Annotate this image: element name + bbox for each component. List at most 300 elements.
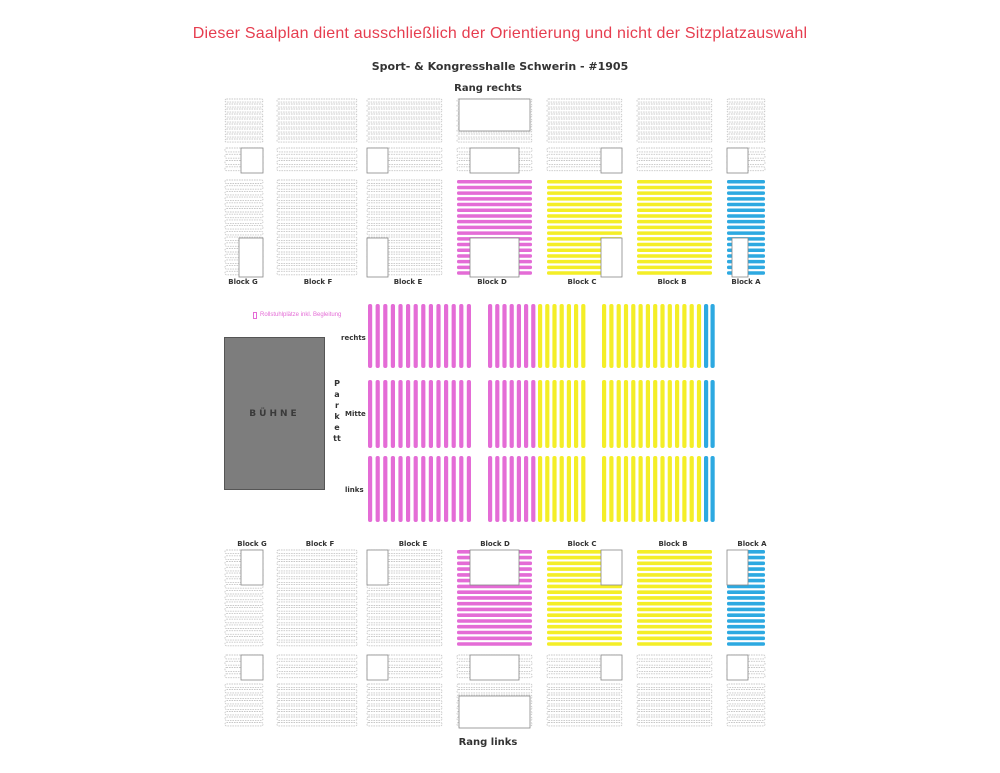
seat-column xyxy=(697,456,701,522)
seat-column xyxy=(639,304,643,368)
seat-column xyxy=(459,380,463,448)
block-a-top-box xyxy=(727,148,748,173)
seat-row xyxy=(277,220,357,224)
seat-column xyxy=(697,304,701,368)
seat-row xyxy=(727,191,765,195)
seat-row xyxy=(727,684,765,687)
block-a-bottom-lower-rows xyxy=(727,684,765,726)
seat-column xyxy=(421,456,425,522)
block-c-bottom-box xyxy=(601,550,622,585)
seat-row xyxy=(225,631,263,635)
seat-row xyxy=(277,596,357,600)
seat-row xyxy=(277,167,357,171)
rang-bottom-aisle-box xyxy=(459,696,530,728)
seat-row xyxy=(547,701,622,704)
seat-row xyxy=(637,550,712,554)
seat-row xyxy=(547,631,622,635)
seat-row xyxy=(727,608,765,612)
seat-column xyxy=(452,380,456,448)
seat-column xyxy=(639,380,643,448)
seat-row xyxy=(277,260,357,264)
seat-row xyxy=(367,191,442,195)
seat-column xyxy=(675,304,679,368)
seat-row xyxy=(727,109,765,112)
seat-row xyxy=(637,619,712,623)
seat-row xyxy=(637,209,712,213)
seat-row xyxy=(277,668,357,672)
seat-row xyxy=(225,590,263,594)
seat-column xyxy=(414,380,418,448)
seat-row xyxy=(547,180,622,184)
seat-column xyxy=(697,380,701,448)
seat-row xyxy=(547,695,622,698)
block-e-top-lower-box xyxy=(367,238,388,277)
parkett-mitte-left-columns xyxy=(368,380,471,448)
seat-row xyxy=(367,637,442,641)
seat-row xyxy=(637,706,712,709)
seat-row xyxy=(277,99,357,102)
plan-title: Sport- & Kongresshalle Schwerin - #1905 xyxy=(371,60,629,73)
seat-column xyxy=(653,456,657,522)
seat-column xyxy=(660,304,664,368)
seat-column xyxy=(495,456,499,522)
block-a-bottom-mid-box xyxy=(727,655,748,680)
seat-row xyxy=(367,139,442,142)
seat-row xyxy=(637,191,712,195)
seat-column xyxy=(459,304,463,368)
seat-row xyxy=(457,226,532,230)
seat-row xyxy=(367,104,442,107)
seat-row xyxy=(637,148,712,152)
block-f-bottom-upper-rows xyxy=(277,550,357,646)
seat-column xyxy=(524,304,528,368)
block-g-top-upper-rows xyxy=(225,99,263,142)
seat-row xyxy=(277,134,357,137)
parkett-rechts-center-yellow-columns xyxy=(538,304,585,368)
block-f-top-middle-rows xyxy=(277,148,357,171)
seat-row xyxy=(457,590,532,594)
seat-column xyxy=(609,380,613,448)
seat-row xyxy=(727,104,765,107)
block-e-top-box xyxy=(367,148,388,173)
seat-row xyxy=(637,124,712,127)
seat-row xyxy=(367,706,442,709)
seat-column xyxy=(398,380,402,448)
seat-row xyxy=(547,191,622,195)
seat-row xyxy=(727,637,765,641)
seat-row xyxy=(727,712,765,715)
seat-column xyxy=(444,456,448,522)
block-a-top-upper-rows xyxy=(727,99,765,142)
seat-row xyxy=(637,203,712,207)
seat-column xyxy=(517,456,521,522)
seat-column xyxy=(444,380,448,448)
parkett-mitte-right-blue-columns xyxy=(704,380,715,448)
seat-row xyxy=(277,114,357,117)
seat-row xyxy=(547,109,622,112)
parkett-label: Parkett xyxy=(333,379,341,443)
seat-column xyxy=(631,304,635,368)
seat-column xyxy=(368,456,372,522)
seat-column xyxy=(452,304,456,368)
seat-column xyxy=(488,304,492,368)
seat-column xyxy=(646,304,650,368)
seat-row xyxy=(277,203,357,207)
seat-row xyxy=(637,642,712,646)
seat-row xyxy=(457,231,532,235)
seat-row xyxy=(727,642,765,646)
seat-column xyxy=(552,456,556,522)
block-f-top-upper-rows xyxy=(277,99,357,142)
seat-column xyxy=(467,304,471,368)
seat-row xyxy=(727,717,765,720)
block-g-top-box xyxy=(241,148,263,173)
seat-column xyxy=(690,304,694,368)
parkett-row-links: links xyxy=(345,486,364,494)
seat-row xyxy=(277,712,357,715)
seat-row xyxy=(547,706,622,709)
seat-column xyxy=(646,380,650,448)
block-b-top-middle-rows xyxy=(637,148,712,171)
seat-column xyxy=(675,380,679,448)
seat-column xyxy=(414,304,418,368)
seat-row xyxy=(637,668,712,672)
block-a-top-label: Block A xyxy=(731,278,761,286)
block-a-top-lower-box xyxy=(732,238,748,277)
seat-row xyxy=(367,124,442,127)
seat-column xyxy=(711,380,715,448)
seat-row xyxy=(727,114,765,117)
seat-row xyxy=(637,585,712,589)
parkett-links-left-columns xyxy=(368,456,471,522)
seat-row xyxy=(727,226,765,230)
seat-column xyxy=(538,380,542,448)
block-b-bottom-label: Block B xyxy=(658,540,688,548)
seat-column xyxy=(560,456,564,522)
seat-row xyxy=(727,590,765,594)
seat-row xyxy=(637,231,712,235)
block-d-bottom-box xyxy=(470,550,519,585)
seat-row xyxy=(277,197,357,201)
seat-column xyxy=(653,304,657,368)
block-a-bottom-box xyxy=(727,550,748,585)
seat-row xyxy=(225,191,263,195)
seat-row xyxy=(457,602,532,606)
seat-row xyxy=(727,220,765,224)
seat-row xyxy=(637,596,712,600)
block-c-bottom-mid-box xyxy=(601,655,622,680)
seat-column xyxy=(574,380,578,448)
seat-column xyxy=(567,380,571,448)
seat-row xyxy=(225,180,263,184)
seat-row xyxy=(637,180,712,184)
seat-column xyxy=(711,304,715,368)
seat-row xyxy=(547,613,622,617)
seat-column xyxy=(495,380,499,448)
seat-row xyxy=(457,613,532,617)
seat-row xyxy=(637,661,712,665)
seat-row xyxy=(547,119,622,122)
seat-row xyxy=(225,619,263,623)
seat-row xyxy=(225,220,263,224)
seat-row xyxy=(637,631,712,635)
rang-top-aisle-box xyxy=(459,99,530,131)
seat-column xyxy=(495,304,499,368)
parkett-links-right-yellow-columns xyxy=(602,456,701,522)
seat-row xyxy=(727,701,765,704)
block-e-bottom-box xyxy=(367,550,388,585)
seat-row xyxy=(547,226,622,230)
seat-column xyxy=(574,304,578,368)
seat-row xyxy=(225,119,263,122)
seat-row xyxy=(637,271,712,275)
seat-row xyxy=(457,637,532,641)
seat-column xyxy=(617,304,621,368)
seat-row xyxy=(225,695,263,698)
seat-column xyxy=(560,380,564,448)
seat-column xyxy=(624,380,628,448)
seat-row xyxy=(637,139,712,142)
seat-column xyxy=(538,456,542,522)
seat-row xyxy=(457,608,532,612)
seat-row xyxy=(277,674,357,678)
block-b-top-lower-rows xyxy=(637,180,712,275)
seat-row xyxy=(277,124,357,127)
seat-column xyxy=(459,456,463,522)
seat-row xyxy=(547,602,622,606)
seat-row xyxy=(637,723,712,726)
seat-row xyxy=(367,134,442,137)
seat-row xyxy=(225,717,263,720)
seat-row xyxy=(547,590,622,594)
seat-row xyxy=(277,209,357,213)
seat-column xyxy=(429,456,433,522)
block-d-top-box xyxy=(470,148,519,173)
seat-row xyxy=(225,231,263,235)
seat-column xyxy=(391,304,395,368)
seat-column xyxy=(406,304,410,368)
stage-label: BÜHNE xyxy=(249,408,300,419)
seat-row xyxy=(367,625,442,629)
seat-row xyxy=(225,129,263,132)
seat-row xyxy=(277,266,357,270)
block-f-top-lower-rows xyxy=(277,180,357,275)
seat-row xyxy=(367,99,442,102)
seat-row xyxy=(367,619,442,623)
seat-row xyxy=(727,129,765,132)
seat-column xyxy=(581,380,585,448)
seat-row xyxy=(277,148,357,152)
seat-row xyxy=(637,114,712,117)
seat-row xyxy=(727,214,765,218)
rang-links-label: Rang links xyxy=(458,737,518,748)
seat-column xyxy=(675,456,679,522)
seat-row xyxy=(547,637,622,641)
seat-column xyxy=(538,304,542,368)
seat-row xyxy=(637,104,712,107)
seat-row xyxy=(637,226,712,230)
seat-row xyxy=(367,642,442,646)
seat-column xyxy=(502,380,506,448)
seat-row xyxy=(637,674,712,678)
seat-row xyxy=(277,717,357,720)
seat-column xyxy=(690,456,694,522)
seat-column xyxy=(429,380,433,448)
seat-column xyxy=(488,456,492,522)
seat-row xyxy=(637,197,712,201)
seat-row xyxy=(727,197,765,201)
seat-row xyxy=(225,209,263,213)
seat-column xyxy=(682,380,686,448)
seat-row xyxy=(367,712,442,715)
seat-row xyxy=(225,706,263,709)
seat-row xyxy=(547,231,622,235)
seat-row xyxy=(225,104,263,107)
seat-row xyxy=(367,631,442,635)
seat-row xyxy=(727,631,765,635)
parkett-row-mitte: Mitte xyxy=(345,410,366,418)
seat-row xyxy=(637,590,712,594)
seat-row xyxy=(225,596,263,600)
seat-row xyxy=(547,723,622,726)
seat-row xyxy=(637,154,712,158)
seat-column xyxy=(510,304,514,368)
seat-row xyxy=(727,613,765,617)
seat-row xyxy=(367,695,442,698)
seat-column xyxy=(376,304,380,368)
block-f-bottom-label: Block F xyxy=(305,540,335,548)
seat-row xyxy=(367,226,442,230)
seat-row xyxy=(367,197,442,201)
seat-column xyxy=(653,380,657,448)
block-b-bottom-lower-rows xyxy=(637,684,712,726)
seat-row xyxy=(277,723,357,726)
seat-column xyxy=(639,456,643,522)
seat-row xyxy=(367,608,442,612)
seat-row xyxy=(637,260,712,264)
seat-row xyxy=(277,562,357,566)
seat-row xyxy=(637,567,712,571)
parkett-rechts-right-yellow-columns xyxy=(602,304,701,368)
seat-row xyxy=(637,613,712,617)
seat-column xyxy=(398,456,402,522)
seat-row xyxy=(225,134,263,137)
seat-row xyxy=(277,613,357,617)
seat-row xyxy=(547,619,622,623)
seat-row xyxy=(225,226,263,230)
seat-row xyxy=(637,161,712,165)
seat-row xyxy=(637,214,712,218)
seat-row xyxy=(637,684,712,687)
seat-row xyxy=(277,602,357,606)
seat-column xyxy=(682,456,686,522)
rang-rechts-label: Rang rechts xyxy=(454,83,522,94)
seat-row xyxy=(637,99,712,102)
seat-row xyxy=(277,706,357,709)
block-d-top-label: Block D xyxy=(477,278,507,286)
seat-row xyxy=(547,712,622,715)
seat-column xyxy=(376,380,380,448)
seat-row xyxy=(277,161,357,165)
seat-column xyxy=(421,304,425,368)
parkett-links-center-yellow-columns xyxy=(538,456,585,522)
orientation-notice: Dieser Saalplan dient ausschließlich der Orientierung und nicht der Sitzplatzauswahl xyxy=(192,25,808,42)
seat-row xyxy=(637,243,712,247)
seat-row xyxy=(367,109,442,112)
block-f-top-label: Block F xyxy=(303,278,333,286)
seat-row xyxy=(637,602,712,606)
seat-row xyxy=(277,186,357,190)
block-g-bottom-box xyxy=(241,550,263,585)
seat-column xyxy=(609,304,613,368)
seat-row xyxy=(277,109,357,112)
seat-row xyxy=(727,134,765,137)
seat-row xyxy=(547,214,622,218)
seat-row xyxy=(457,209,532,213)
block-g-bottom-mid-box xyxy=(241,655,263,680)
parkett-row-rechts: rechts xyxy=(341,334,366,342)
seat-column xyxy=(502,304,506,368)
seat-row xyxy=(637,712,712,715)
seat-row xyxy=(637,167,712,171)
seat-column xyxy=(660,380,664,448)
block-e-top-label: Block E xyxy=(393,278,423,286)
seat-row xyxy=(727,596,765,600)
seat-row xyxy=(277,655,357,659)
seat-row xyxy=(225,114,263,117)
seat-row xyxy=(457,625,532,629)
seat-row xyxy=(367,129,442,132)
parkett-mitte-right-yellow-columns xyxy=(602,380,701,448)
seat-column xyxy=(510,380,514,448)
seat-row xyxy=(547,129,622,132)
seat-row xyxy=(225,109,263,112)
seat-row xyxy=(225,701,263,704)
seat-row xyxy=(547,220,622,224)
seat-row xyxy=(277,154,357,158)
seat-row xyxy=(637,220,712,224)
seat-row xyxy=(277,695,357,698)
seat-row xyxy=(277,254,357,258)
seat-row xyxy=(225,625,263,629)
wheelchair-legend-text: Rollstuhlplätze inkl. Begleitung xyxy=(260,312,342,318)
seat-row xyxy=(457,134,532,137)
seat-column xyxy=(690,380,694,448)
seat-row xyxy=(637,119,712,122)
seat-row xyxy=(225,723,263,726)
seat-column xyxy=(581,304,585,368)
seat-row xyxy=(727,124,765,127)
seat-row xyxy=(367,180,442,184)
seat-row xyxy=(637,129,712,132)
seat-row xyxy=(637,695,712,698)
seat-row xyxy=(277,249,357,253)
seat-column xyxy=(421,380,425,448)
seat-column xyxy=(531,380,535,448)
seat-row xyxy=(637,249,712,253)
seat-row xyxy=(277,271,357,275)
seat-column xyxy=(444,304,448,368)
seat-row xyxy=(457,203,532,207)
seat-row xyxy=(547,197,622,201)
seat-row xyxy=(367,590,442,594)
seat-row xyxy=(637,573,712,577)
seat-row xyxy=(277,579,357,583)
seat-column xyxy=(552,380,556,448)
seat-row xyxy=(225,690,263,693)
seat-row xyxy=(277,684,357,687)
seat-column xyxy=(452,456,456,522)
